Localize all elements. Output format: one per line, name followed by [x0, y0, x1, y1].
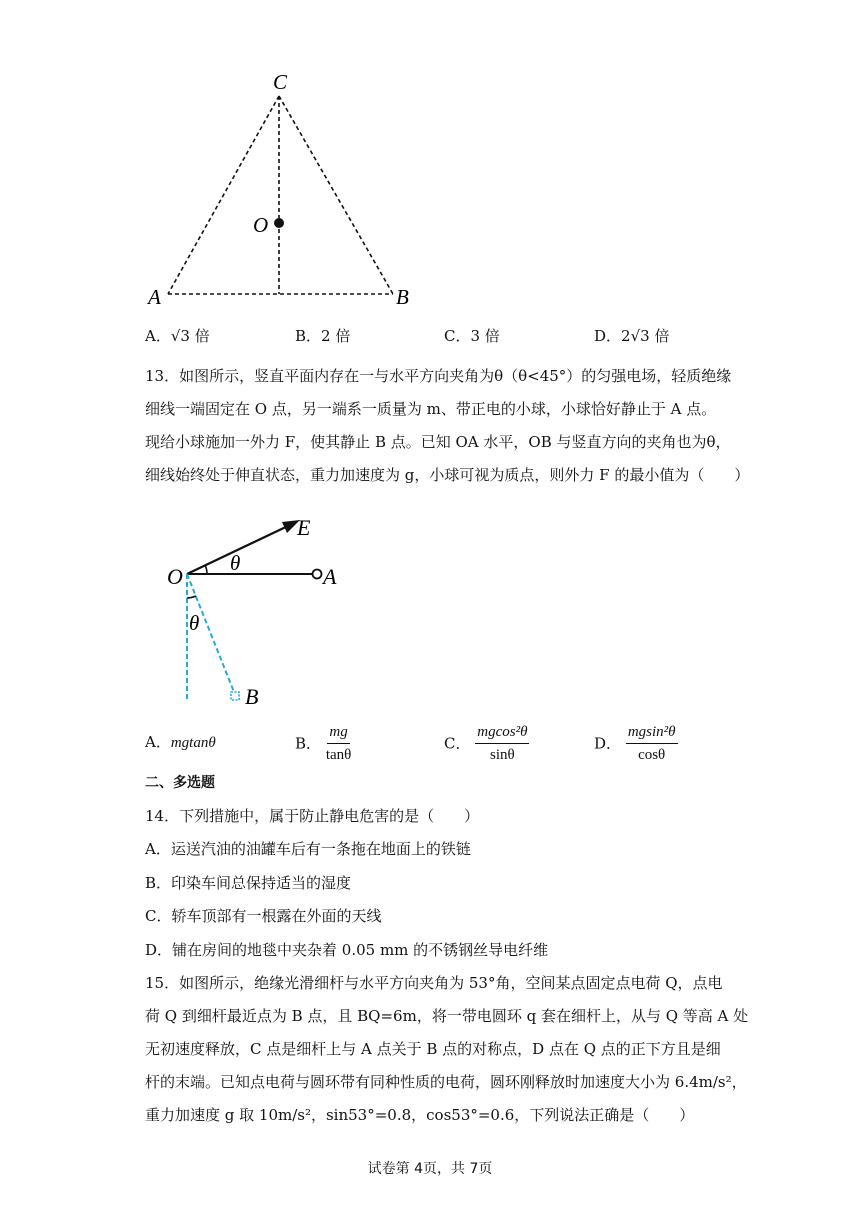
- option-a-prefix: A．: [145, 327, 171, 345]
- option-a-prefix: A．: [145, 733, 171, 751]
- q12-option-b: [295, 326, 350, 346]
- q12-option-c: [444, 326, 500, 346]
- q14-option-a: A．运送汽油的油罐车后有一条拖在地面上的铁链: [145, 840, 471, 858]
- q12-option-d: [594, 326, 669, 346]
- label-theta-1: θ: [230, 551, 241, 575]
- option-c-value: 3 倍: [470, 327, 500, 345]
- label-a: A: [323, 564, 337, 589]
- label-o: O: [167, 564, 183, 589]
- point-o: [274, 218, 284, 228]
- q15-line-3: 无初速度释放，C 点是细杆上与 A 点关于 B 点的对称点，D 点在 Q 点的正下方且是细: [145, 1040, 721, 1058]
- option-b-numerator: mg: [327, 722, 349, 744]
- q13-line-3: 现给小球施加一外力 F，使其静止 B 点。已知 OA 水平，OB 与竖直方向的夹角也为θ，: [145, 433, 731, 451]
- label-o: O: [253, 213, 269, 237]
- option-d-prefix: D．: [594, 734, 622, 753]
- option-b-denominator: tanθ: [325, 747, 352, 763]
- q12-option-a: [145, 326, 210, 346]
- angle-arc-2: [187, 596, 196, 598]
- q15-line-1: 15．如图所示，绝缘光滑细杆与水平方向夹角为 53°角，空间某点固定点电荷 Q，点电: [145, 974, 723, 992]
- q13-line-4: 细线始终处于伸直状态，重力加速度为 g，小球可视为质点，则外力 F 的最小值为（ ）: [145, 466, 750, 484]
- option-a-value: mgtanθ: [170, 735, 216, 751]
- field-figure: [160, 508, 360, 718]
- option-d-fraction: [626, 722, 678, 765]
- q15-line-4: 杆的末端。已知点电荷与圆环带有同种性质的电荷，圆环刚释放时加速度大小为 6.4m/s²，: [145, 1073, 747, 1091]
- q14-option-c: C．轿车顶部有一根露在外面的天线: [145, 907, 382, 925]
- option-c-fraction: [475, 722, 529, 765]
- edge-cb: [279, 96, 393, 294]
- q13-line-2: 细线一端固定在 O 点，另一端系一质量为 m、带正电的小球，小球恰好静止于 A 点。: [145, 400, 717, 418]
- angle-arc-1: [205, 565, 207, 574]
- q13-option-c: [444, 722, 529, 765]
- q13-option-b: [295, 722, 351, 765]
- section-title: 二、多选题: [145, 775, 215, 791]
- edge-ca: [168, 96, 279, 294]
- option-b-prefix: B．: [295, 734, 322, 753]
- label-b: B: [396, 285, 409, 309]
- ball-b: [231, 692, 239, 700]
- option-c-numerator: mgcos²θ: [475, 722, 529, 744]
- ball-a: [313, 570, 322, 579]
- label-theta-2: θ: [189, 611, 200, 635]
- q14-stem: 14．下列措施中，属于防止静电危害的是（ ）: [145, 807, 480, 825]
- page-footer: 试卷第 4页，共 7页: [367, 1161, 493, 1177]
- option-b-value: 2 倍: [321, 327, 351, 345]
- option-c-prefix: C．: [444, 734, 471, 753]
- label-e: E: [297, 515, 311, 540]
- option-d-value: 2√3 倍: [621, 327, 670, 345]
- label-a: A: [148, 285, 161, 309]
- label-c: C: [273, 70, 288, 94]
- option-d-numerator: mgsin²θ: [626, 722, 678, 744]
- q14-option-b: B．印染车间总保持适当的湿度: [145, 874, 352, 892]
- q15-line-2: 荷 Q 到细杆最近点为 B 点，且 BQ=6m，将一带电圆环 q 套在细杆上，从与 Q 等高 A 处: [145, 1007, 749, 1025]
- option-d-denominator: cosθ: [638, 747, 666, 763]
- option-a-value: √3 倍: [170, 327, 210, 345]
- q13-line-1: 13．如图所示，竖直平面内存在一与水平方向夹角为θ（θ<45°）的匀强电场，轻质绝缘: [145, 367, 732, 385]
- q13-option-d: [594, 722, 678, 765]
- option-b-fraction: [326, 722, 352, 765]
- q14-option-d: D．铺在房间的地毯中夹杂着 0.05 mm 的不锈钢丝导电纤维: [145, 941, 549, 959]
- q15-line-5: 重力加速度 g 取 10m/s²，sin53°=0.8，cos53°=0.6，下列说法正确是（ ）: [145, 1106, 695, 1124]
- option-c-prefix: C．: [444, 327, 471, 345]
- triangle-figure: [140, 66, 430, 316]
- option-b-prefix: B．: [295, 327, 322, 345]
- option-c-denominator: sinθ: [490, 747, 515, 763]
- q13-option-a: [145, 732, 216, 753]
- option-d-prefix: D．: [594, 327, 622, 345]
- label-b: B: [245, 684, 259, 709]
